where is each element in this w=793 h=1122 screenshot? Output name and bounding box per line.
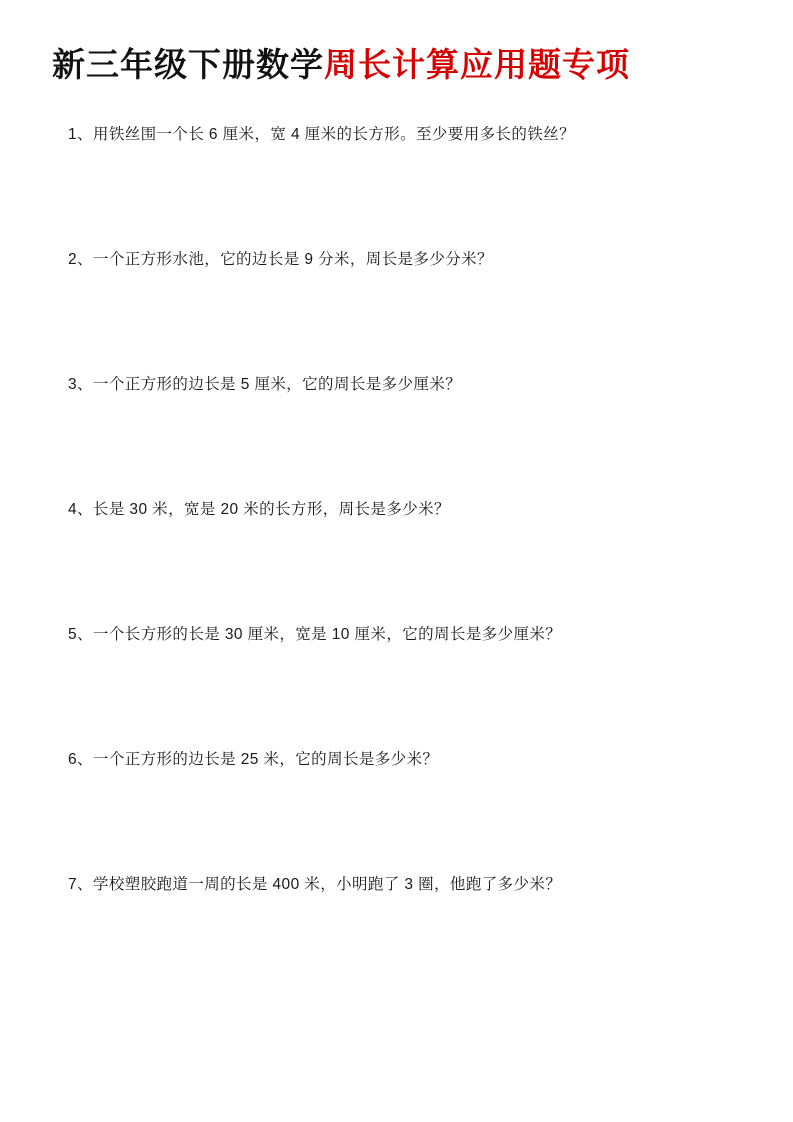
problem-text: 3、一个正方形的边长是 5 厘米，它的周长是多少厘米？: [68, 376, 462, 394]
list-item: [0, 748, 793, 873]
list-item: [0, 248, 793, 373]
problem-text: 4、长是 30 米，宽是 20 米的长方形，周长是多少米？: [68, 501, 450, 519]
problem-text: 5、一个长方形的长是 30 厘米，宽是 10 厘米，它的周长是多少厘米？: [68, 626, 562, 644]
list-item: [0, 373, 793, 498]
problem-text: 1、用铁丝围一个长 6 厘米，宽 4 厘米的长方形。至少要用多长的铁丝？: [68, 126, 575, 144]
page-title: [0, 0, 793, 85]
problem-list: [0, 123, 793, 998]
page-title-red-part: 周长计算应用题专项: [324, 45, 630, 84]
list-item: [0, 873, 793, 998]
list-item: [0, 123, 793, 248]
list-item: [0, 623, 793, 748]
list-item: [0, 498, 793, 623]
page-title-black-part: 新三年级下册数学: [52, 45, 324, 84]
problem-text: 7、学校塑胶跑道一周的长是 400 米，小明跑了 3 圈，他跑了多少米？: [68, 876, 562, 894]
problem-text: 6、一个正方形的边长是 25 米，它的周长是多少米？: [68, 751, 439, 769]
problem-text: 2、一个正方形水池，它的边长是 9 分米，周长是多少分米？: [68, 251, 493, 269]
